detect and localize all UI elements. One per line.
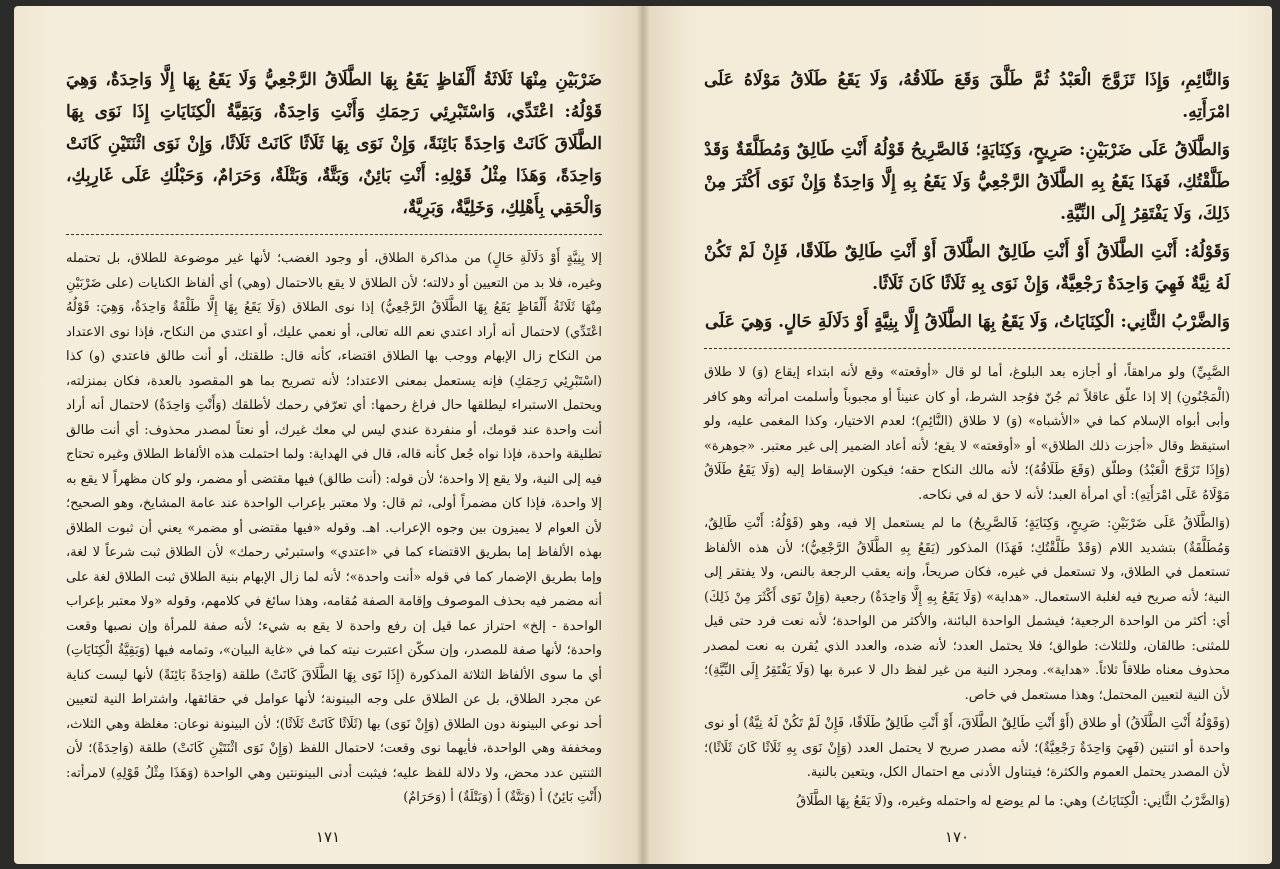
book-gutter (636, 6, 650, 864)
matn-paragraph: وَالنَّائِمِ، وَإِذَا تَزَوَّجَ الْعَبْدُ ثُمَّ طَلَّقَ وَقَعَ طَلَاقُهُ، وَلَا يَقَعُ طَلَاقُ مَوْلَاهُ عَلَى امْرَأَتِهِ. (704, 70, 1230, 122)
separator-rule (66, 234, 602, 235)
matn-paragraph: وَالضَّرْبُ الثَّانِي: الْكِنَايَاتُ، وَلَا يَقَعُ بِهَا الطَّلَاقُ إِلَّا بِنِيَّةٍ أَوْ دَلَالَةِ حَالٍ. وَهِيَ عَلَى (704, 312, 1230, 332)
separator-rule (704, 348, 1230, 349)
commentary-block (704, 361, 1230, 814)
right-page-content (704, 64, 1230, 814)
commentary-block (66, 247, 602, 811)
commentary-paragraph: (وَالطَّلَاقُ عَلَى ضَرْبَيْنِ: صَرِيحٍ، وَكِنَايَةٍ؛ فَالصَّرِيحُ) ما لم يستعمل إلا فيه، وهو (قَوْلُهُ: أَنْتِ طَالِقٌ، وَمُطَلَّقَةٌ) بتشديد اللام (وَقَدْ طَلَّقْتُكِ؛ فَهَذَا) المذكور (يَقَعُ بِهِ الطَّلَاقُ الرَّجْعِيُّ)؛ لأن هذه الألفاظ تستعمل في الطلاق، ولا تستعمل في غيره، فكان صريحاً، وإنه يعقب الرجعة بالنص، ولا يفتقر إلى النية؛ لأنه صريح فيه لغلبة الاستعمال. «هداية» (وَلَا يَقَعُ بِهِ إِلَّا وَاحِدَةٌ) رجعية (وَإِنْ نَوَى أَكْثَرَ مِنْ ذَلِكَ) أي: أكثر من الواحدة الرجعية؛ فيشمل الواحدة البائنة، والأكثر من الواحدة؛ لأنه نعت فرد حتى قيل للمثنى: طالقان، وللثلاث: طوالق؛ فلا يحتمل العدد؛ لأنه ضده، والعدد الذي يُقرن به نعت لمصدر محذوف معناه طلاقاً ثلاثاً. «هداية». ومجرد النية من غير لفظ دال لا عبرة بها (وَلَا يَفْتَقِرُ إِلَى النِّيَّةِ)؛ لأن النية لتعيين المحتمل؛ وهذا مستعمل في خاص. (704, 516, 1230, 703)
matn-block (704, 64, 1230, 338)
commentary-paragraph: الصَّبِيِّ) ولو مراهقاً، أو أجازه بعد البلوغ، أما لو قال «أوقعته» وقع لأنه ابتداء إيقاع (وَ) لا طلاق (الْمَجْنُونِ) إلا إذا علّق عاقلاً ثم جُنّ فوُجد الشرط، أو كان عنيناً أو مجبوباً وأسلمت امرأته وهو كافر وأبى أبواه الإسلام كما في «الأشباه» (وَ) لا طلاق (النَّائِمِ)؛ لعدم الاختيار، وكذا المغمى عليه، ولو استيقظ وقال «أجزت ذلك الطلاق» أو «أوقعته» لا يقع؛ لأنه أعاد الضمير إلى غير معتبر. «جوهرة» (وَإِذَا تَزَوَّجَ الْعَبْدُ) وطلّق (وَقَعَ طَلَاقُهُ)؛ لأنه مالك النكاح حقه؛ فيكون الإسقاط إليه (وَلَا يَقَعُ طَلَاقُ مَوْلَاهُ عَلَى امْرَأَتِهِ): أي امرأة العبد؛ لأنه لا حق له في نكاحه. (704, 365, 1230, 503)
matn-paragraph: ضَرْبَيْنِ مِنْهَا ثَلَاثَةُ أَلْفَاظٍ يَقَعُ بِهَا الطَّلَاقُ الرَّجْعِيُّ وَلَا يَقَعُ بِهَا إِلَّا وَاحِدَةٌ، وَهِيَ قَوْلُهُ: اعْتَدِّي، وَاسْتَبْرِئِي رَحِمَكِ وَأَنْتِ وَاحِدَةٌ، وَبَقِيَّةُ الْكِنَايَاتِ إِذَا نَوَى بِهَا الطَّلَاقَ كَانَتْ وَاحِدَةً بَائِنَةً، وَإِنْ نَوَى بِهَا ثَلَاثًا كَانَتْ ثَلَاثًا، وَإِنْ نَوَى اثْنَتَيْنِ كَانَتْ وَاحِدَةً، وَهَذَا مِثْلُ قَوْلِهِ: أَنْتِ بَائِنٌ، وَبَتَّةٌ، وَبَتْلَةٌ، وَحَرَامٌ، وَحَبْلُكِ عَلَى غَارِبِكِ، وَالْحَقِي بِأَهْلِكِ، وَخَلِيَّةٌ، وَبَرِيَّةٌ، (66, 70, 602, 218)
commentary-paragraph: (وَقَوْلُهُ أَنْتِ الطَّلَاقُ) أو طلاق (أَوْ أَنْتِ طَالِقٌ الطَّلَاقَ، أَوْ أَنْتِ طَالِقٌ طَلَاقًا، فَإِنْ لَمْ تَكُنْ لَهُ نِيَّةٌ) أو نوى واحدة أو اثنتين (فَهِيَ وَاحِدَةٌ رَجْعِيَّةٌ)؛ لأنه مصدر صريح لا يحتمل العدد (وَإِنْ نَوَى بِهِ ثَلَاثًا كَانَ ثَلَاثًا)؛ لأن المصدر يحتمل العموم والكثرة؛ فيتناول الأدنى مع احتمال الكل، ويتعين بالنية. (704, 716, 1230, 781)
matn-paragraph: وَقَوْلُهُ: أَنْتِ الطَّلَاقُ أَوْ أَنْتِ طَالِقٌ الطَّلَاقَ أَوْ أَنْتِ طَالِقٌ طَلَاقًا، فَإِنْ لَمْ تَكُنْ لَهُ نِيَّةٌ فَهِيَ وَاحِدَةٌ رَجْعِيَّةٌ، وَإِنْ نَوَى بِهِ ثَلَاثًا كَانَ ثَلَاثًا. (704, 242, 1230, 294)
page-number: ١٧١ (315, 828, 341, 846)
matn-paragraph: وَالطَّلَاقُ عَلَى ضَرْبَيْنِ: صَرِيحٍ، وَكِنَايَةٍ؛ فَالصَّرِيحُ قَوْلُهُ أَنْتِ طَالِقٌ وَمُطَلَّقَةٌ وَقَدْ طَلَّقْتُكِ، فَهَذَا يَقَعُ بِهِ الطَّلَاقُ الرَّجْعِيُّ وَلَا يَقَعُ بِهِ إِلَّا وَاحِدَةٌ وَإِنْ نَوَى أَكْثَرَ مِنْ ذَلِكَ، وَلَا يَفْتَقِرُ إِلَى النِّيَّةِ. (704, 140, 1230, 224)
left-page (14, 6, 642, 864)
left-page-content (66, 64, 602, 814)
page-number: ١٧٠ (944, 828, 970, 846)
matn-block (66, 64, 602, 224)
right-page (642, 6, 1272, 864)
commentary-paragraph: (وَالضَّرْبُ الثَّانِي: الْكِنَايَاتُ) وهي: ما لم يوضع له واحتمله وغيره، و(لَا يَقَعُ بِهَا الطَّلَاقُ (796, 793, 1230, 809)
commentary-paragraph: إلا بِنِيَّةٍ أَوْ دَلَالَةِ حَالٍ) من مذاكرة الطلاق، أو وجود الغضب؛ لأنها غير موضوعة للطلاق، بل تحتمله وغيره، فلا بد من التعيين أو دلالته؛ لأن الطلاق لا يقع بالاحتمال (وهي) أي ألفاظ الكنايات (على ضَرْبَيْنِ مِنْهَا ثَلَاثَةُ أَلْفَاظٍ يَقَعُ بِهَا الطَّلَاقُ الرَّجْعِيُّ) إذا نوى الطلاق (وَلَا يَقَعُ بِهَا إِلَّا طَلْقَةٌ وَاحِدَةٌ، وَهِيَ: قَوْلُهُ اعْتَدِّي) لاحتمال أنه أراد اعتدي نعم الله تعالى، أو نعمي عليك، أو اعتدي من النكاح، فإذا نوى الاعتداد من النكاح زال الإبهام ووجب بها الطلاق اقتضاء، كأنه قال: طلقتك، أو أنت طالق فاعتدي (و) كذا (اسْتَبْرِئِي رَحِمَكِ) فإنه يستعمل بمعنى الاعتداد؛ لأنه تصريح بما هو المقصود بالعدة، فكان بمنزلته، ويحتمل الاستبراء ليطلقها حال فراغ رحمها: أي تعرّفي رحمك لأطلقك (وَأَنْتِ وَاحِدَةٌ) لاحتمال أنه أراد أنت واحدة عند قومك، أو منفردة عندي ليس لي معك غيرك، أو نعتاً لمصدر محذوف: أي أنت طالق تطليقة واحدة، فإذا نواه جُعل كأنه قاله، قال في الهداية: ولما احتملت هذه الألفاظ الطلاق وغيره تحتاج فيه إلى النية، ولا يقع إلا واحدة؛ لأن قوله: (أنت طالق) فيها مقتضى أو مضمر، ولو كان مظهراً لا يقع به إلا واحدة، فإذا كان مضمراً أولى، ثم قال: ولا معتبر بإعراب الواحدة عند عامة المشايخ، وهو الصحيح؛ لأن العوام لا يميزون بين وجوه الإعراب. اهـ. وقوله «فيها مقتضى أو مضمر» يعني أن ثبوت الطلاق بهذه الألفاظ إما بطريق الاقتضاء كما في «اعتدي» واستبرئي رحمك» لأن الطلاق ثبت شرعاً لا لغة، وإما بطريق الإضمار كما في قوله «أنت واحدة»؛ لأنه لما زال الإبهام بنية الطلاق ثبت الطلاق لغة على أنه مضمر فيه بحذف الموصوف وإقامة الصفة مُقامه، وهذا سائغ في كلامهم، وقوله «ولا معتبر بإعراب الواحدة - إلخ» احتراز عما قيل إن رفع واحدة لا يقع به شيء؛ لأنه صفة للمرأة وإن نصبها وقعت واحدة؛ لأنها صفة للمصدر، وإن سكّن اعتبرت نيته كما في «غاية البيان»، وتمامه فيها (وَبَقِيَّةُ الْكِنَايَاتِ) أي ما سوى الألفاظ الثلاثة المذكورة (إِذَا نَوَى بِهَا الطَّلَاقَ كَانَتْ) طلقة (وَاحِدَةً بَائِنَةً) لأنها ليست كناية عن مجرد الطلاق، بل عن الطلاق على وجه البينونة؛ لأنها عوامل في حقائقها، واشتراط النية لتعيين أحد نوعي البينونة دون الطلاق (وَإِنْ نَوَى) بها (ثَلَاثًا كَانَتْ ثَلَاثًا)؛ لأن البينونة نوعان: مغلظة وهي الثلاث، ومخففة وهي الواحدة، فأيهما نوى وقعت؛ لاحتمال اللفظ (وَإِنْ نَوَى اثْنَتَيْنِ كَانَتْ) طلقة (وَاحِدَةً)؛ لأن الثنتين عدد محض، ولا دلالة للفظ عليه؛ فيثبت أدنى البينونتين وهي الواحدة (وَهَذَا مِثْلُ قَوْلِهِ) لامرأته: (أَنْتِ بَائِنٌ) أ (وَبَتَّةٌ) أ (وَبَتْلَةٌ) أ (وَحَرَامٌ) (66, 251, 602, 806)
